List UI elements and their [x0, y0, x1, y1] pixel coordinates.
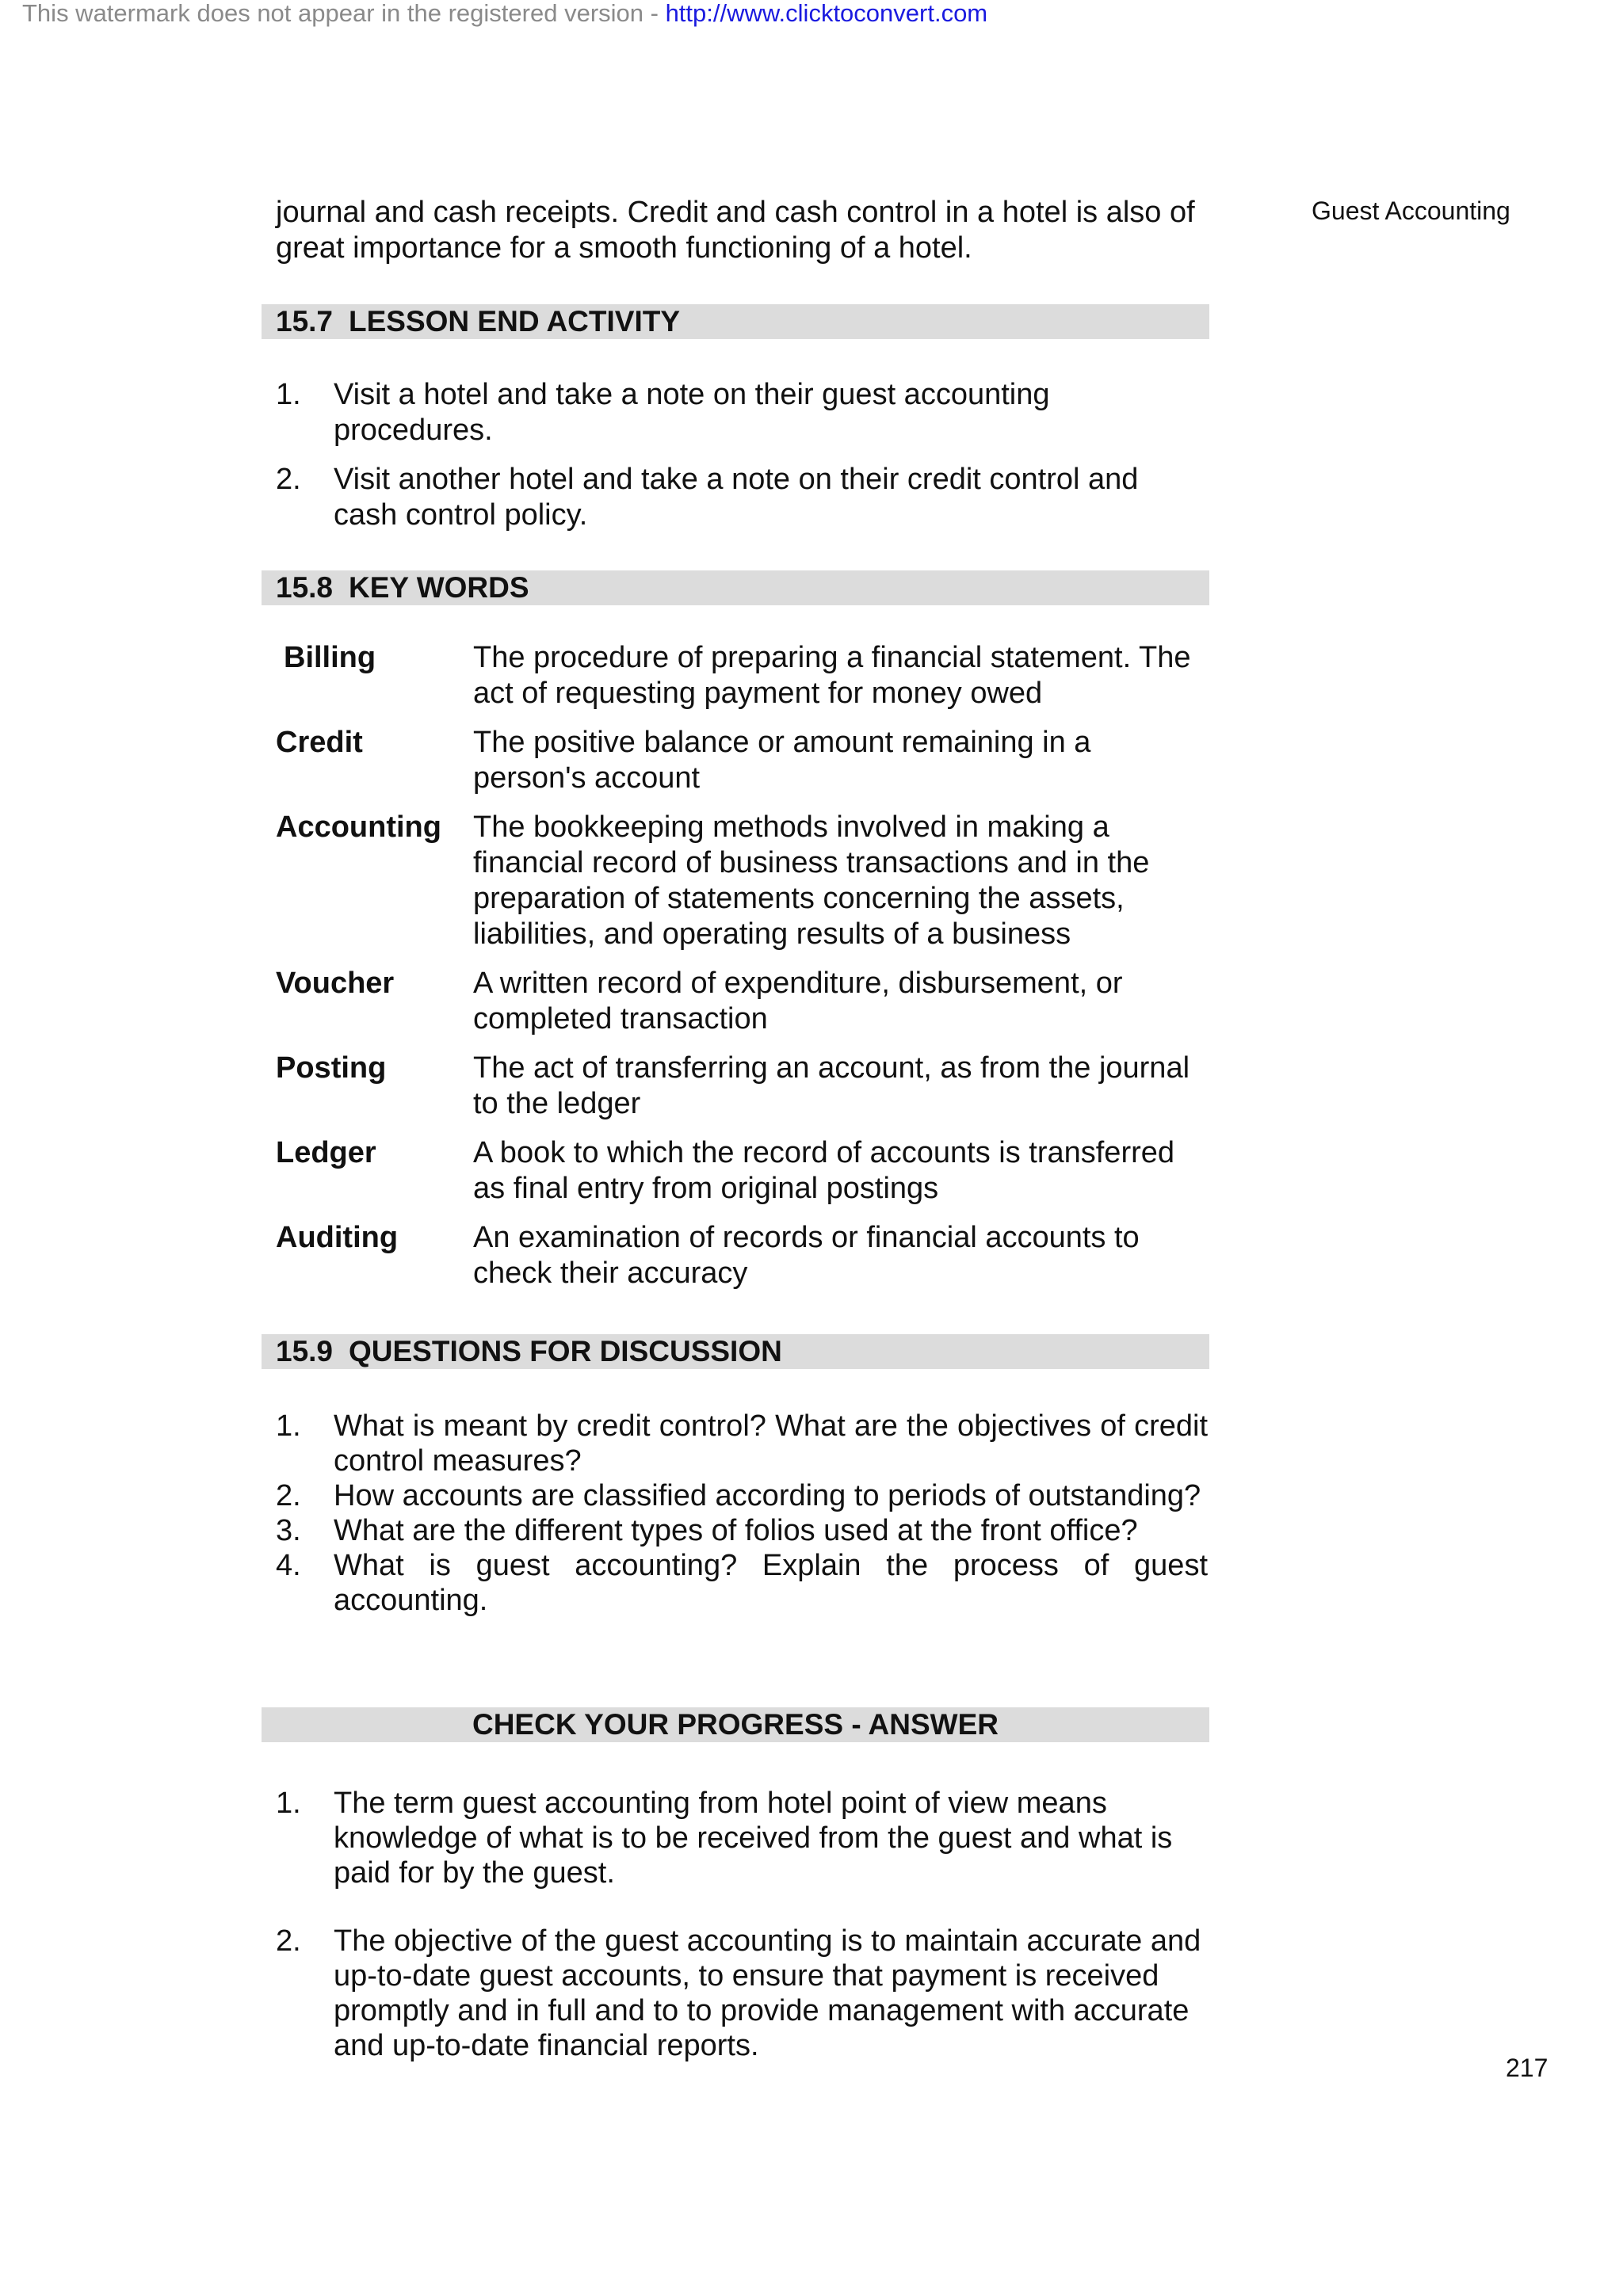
key-word-term: Billing — [284, 641, 376, 674]
key-word-term: Auditing — [276, 1221, 399, 1254]
key-word-row — [276, 810, 1208, 952]
list-item — [276, 1409, 1208, 1478]
section-heading-questions — [262, 1334, 1209, 1369]
list-number: 3. — [276, 1514, 301, 1547]
section-heading-lesson-end — [262, 304, 1209, 339]
section-number: 15.9 — [276, 1335, 334, 1367]
list-number: 1. — [276, 1787, 301, 1820]
list-text: Visit another hotel and take a note on their credit control and cash control policy. — [334, 463, 1139, 532]
page-number: 217 — [1506, 2054, 1549, 2082]
lesson-end-list — [276, 377, 1208, 533]
list-text: What is meant by credit control? What are the objectives of credit control measures? — [334, 1409, 1208, 1478]
list-text: What is guest accounting? Explain the process of guest accounting. — [334, 1549, 1208, 1617]
list-number: 4. — [276, 1549, 301, 1582]
key-word-definition: A book to which the record of accounts is transferred as final entry from original postings — [473, 1136, 1175, 1205]
list-text: The objective of the guest accounting is to maintain accurate and up-to-date guest accounts, to ensure that payment is received promptly and in full and to to provide management with accurate and up-to-date financial reports. — [334, 1924, 1201, 2062]
key-word-definition: A written record of expenditure, disbursement, or completed transaction — [473, 967, 1123, 1035]
list-number: 1. — [276, 1409, 301, 1443]
running-head: Guest Accounting — [1312, 196, 1510, 225]
watermark — [22, 0, 987, 27]
key-word-row — [276, 1220, 1208, 1291]
list-text: How accounts are classified according to periods of outstanding? — [334, 1479, 1201, 1512]
watermark-text: This watermark does not appear in the registered version - — [22, 0, 666, 27]
key-word-row — [276, 725, 1208, 796]
list-number: 2. — [276, 1924, 301, 1958]
section-number: 15.7 — [276, 305, 334, 338]
list-text: What are the different types of folios used at the front office? — [334, 1514, 1138, 1547]
key-word-term: Voucher — [276, 967, 395, 1000]
intro-block — [276, 195, 1208, 266]
list-item — [276, 1924, 1208, 2063]
key-word-row — [276, 640, 1208, 711]
list-number: 1. — [276, 378, 301, 411]
watermark-link[interactable]: http://www.clicktoconvert.com — [665, 0, 988, 27]
list-item — [276, 1513, 1208, 1548]
key-word-definition: An examination of records or financial accounts to check their accuracy — [473, 1221, 1140, 1290]
list-number: 2. — [276, 1479, 301, 1512]
list-text: Visit a hotel and take a note on their guest accounting procedures. — [334, 378, 1050, 447]
key-word-definition: The act of transferring an account, as from the journal to the ledger — [473, 1051, 1190, 1120]
section-title: KEY WORDS — [349, 571, 529, 604]
key-word-row — [276, 1135, 1208, 1207]
list-item — [276, 1478, 1208, 1513]
list-item — [276, 1548, 1208, 1618]
section-number: 15.8 — [276, 571, 334, 604]
section-heading-check-progress: CHECK YOUR PROGRESS - ANSWER — [262, 1707, 1209, 1742]
key-words-list — [276, 640, 1208, 1305]
intro-paragraph: journal and cash receipts. Credit and cash control in a hotel is also of great importance for a smooth functioning of a hotel. — [276, 196, 1195, 265]
list-text: The term guest accounting from hotel point of view means knowledge of what is to be received from the guest and what is paid for by the guest. — [334, 1787, 1173, 1890]
key-word-term: Accounting — [276, 810, 441, 844]
section-title: QUESTIONS FOR DISCUSSION — [349, 1335, 782, 1367]
key-word-definition: The procedure of preparing a financial statement. The act of requesting payment for money owed — [473, 641, 1191, 710]
key-word-definition: The positive balance or amount remaining in a person's account — [473, 726, 1091, 795]
list-item — [276, 377, 1208, 448]
key-word-term: Posting — [276, 1051, 387, 1085]
check-progress-list — [276, 1786, 1208, 2063]
list-number: 2. — [276, 463, 301, 496]
list-item — [276, 462, 1208, 533]
list-item — [276, 1786, 1208, 1890]
key-word-term: Credit — [276, 726, 363, 759]
section-title: LESSON END ACTIVITY — [349, 305, 681, 338]
key-word-row — [276, 966, 1208, 1037]
key-word-term: Ledger — [276, 1136, 376, 1169]
section-heading-key-words — [262, 570, 1209, 605]
key-word-definition: The bookkeeping methods involved in making a financial record of business transactions and in the preparation of statements concerning the assets, liabilities, and operating results of a business — [473, 810, 1150, 951]
key-word-row — [276, 1051, 1208, 1122]
questions-list — [276, 1409, 1208, 1618]
